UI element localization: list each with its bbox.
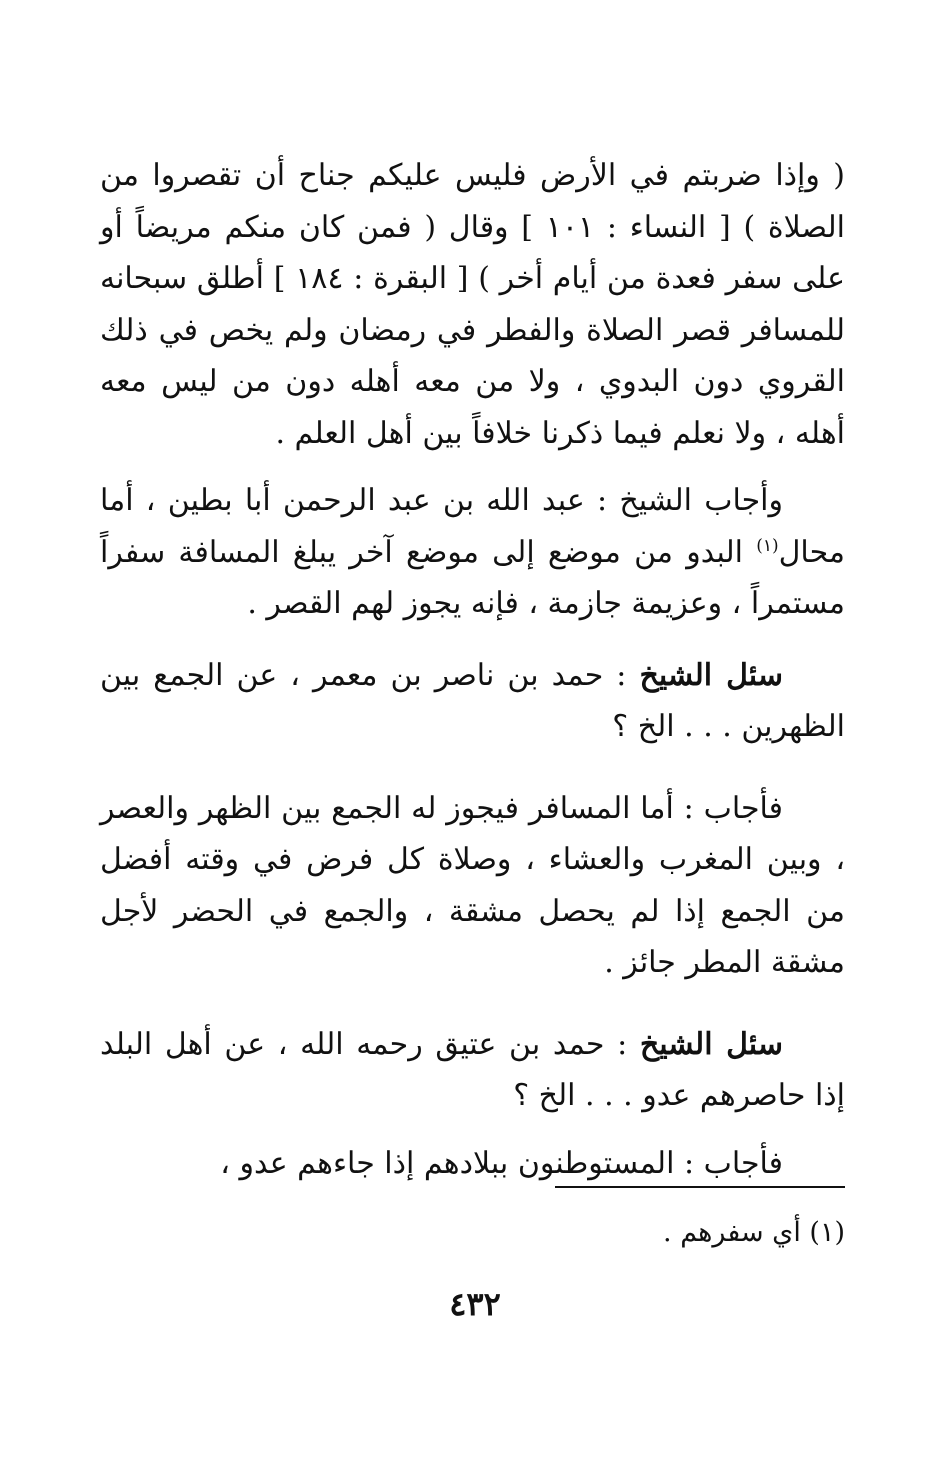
paragraph-question-ibn-atiq [100, 1019, 845, 1122]
paragraph-aba-butayn-answer [100, 475, 845, 630]
question-lead: سئل الشيخ [639, 1026, 783, 1062]
paragraph-answer-residents: فأجاب : المستوطنون ببلادهم إذا جاءهم عدو ، [220, 1145, 783, 1181]
footnote: (١) أي سفرهم . [663, 1217, 845, 1248]
paragraph-quran-quote: ( وإذا ضربتم في الأرض فليس عليكم جناح أن تقصروا من الصلاة ) [ النساء : ١٠١ ] وقال ( فمن كان منكم مريضاً أو على سفر فعدة من أيام أخر ) [ البقرة : ١٨٤ ] أطلق سبحانه للمسافر قصر الصلاة والفطر في رمضان ولم يخص في ذلك القروي دون البدوي ، ولا من معه أهله دون من ليس معه أهله ، ولا نعلم فيما ذكرنا خلافاً بين أهل العلم . [100, 158, 846, 451]
paragraph-question-ibn-muammar [100, 650, 845, 753]
page-number: ٤٣٢ [449, 1285, 501, 1323]
footnote-reference: (١) [756, 535, 779, 556]
paragraph-text: وأجاب الشيخ : عبد الله بن عبد الرحمن أبا بطين ، أما محال [100, 483, 845, 570]
paragraph-answer-combining-prayers: فأجاب : أما المسافر فيجوز له الجمع بين الظهر والعصر ، وبين المغرب والعشاء ، وصلاة كل فرض في وقته أفضل من الجمع إذا لم يحصل مشقة ، والجمع في الحضر لأجل مشقة المطر جائز . [100, 790, 845, 980]
paragraph-text: : حمد بن عتيق رحمه الله ، عن أهل البلد إذا حاصرهم عدو . . . الخ ؟ [100, 1026, 845, 1113]
paragraph-text: : حمد بن ناصر بن معمر ، عن الجمع بين الظهرين . . . الخ ؟ [100, 657, 845, 744]
paragraph-text: البدو من موضع إلى موضع آخر يبلغ المسافة سفراً مستمراً ، وعزيمة جازمة ، فإنه يجوز لهم القصر . [100, 534, 845, 621]
page-body [100, 150, 845, 1189]
footnote-separator [555, 1186, 845, 1188]
question-lead: سئل الشيخ [639, 657, 783, 693]
